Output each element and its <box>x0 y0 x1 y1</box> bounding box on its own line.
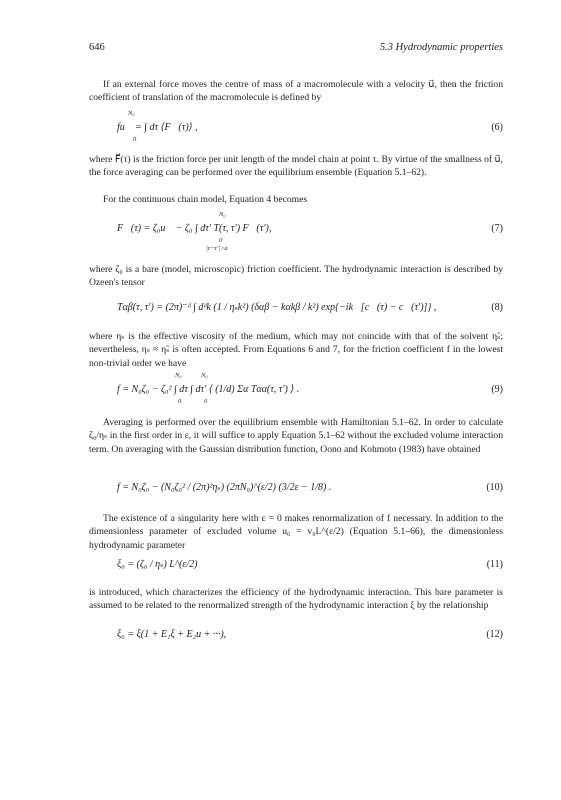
paragraph-1: If an external force moves the centre of mass of a macromolecule with a velocity u⃗, then the friction coefficient of translation of the macromolecule is defined by <box>89 79 503 104</box>
paragraph-2: where F⃗(τ) is the friction force per unit length of the model chain at point τ. By virtue of the smallness of u⃗, the force averaging can be performed over the equilibrium ensemble (Equation 5.1–62). <box>89 154 503 179</box>
eq6-upper-limit: N₀ <box>128 110 135 117</box>
eq10-formula: f = N₀ζ₀ − (N₀ζ₀² / (2π)²ηₛ) (2πN₀)^(ε/2) (3/2ε − 1/8) . <box>117 482 332 493</box>
paragraph-4: where ζ₀ is a bare (model, microscopic) friction coefficient. The hydrodynamic interaction is described by Ozeen's tensor <box>89 264 503 289</box>
equation-11 <box>89 559 503 575</box>
equation-12 <box>89 629 503 645</box>
paragraph-3: For the continuous chain model, Equation 4 becomes <box>103 194 308 205</box>
eq9-number: (9) <box>491 384 503 395</box>
equation-6 <box>89 110 503 143</box>
eq12-number: (12) <box>486 629 503 640</box>
eq6-formula: fu⃗ = ∫ dτ ⟨F⃗(τ)⟩ , <box>117 122 198 133</box>
equation-10 <box>89 482 503 498</box>
eq9-formula: f = N₀ζ₀ − ζ₀² ∫ dτ ∫ dτ′ ⟨ (1/d) Σα Tαα(τ, τ′) ⟩ . <box>117 384 300 395</box>
eq9-lower-limit-2: 0 <box>204 398 208 405</box>
eq6-lower-limit: 0 <box>133 136 137 143</box>
eq8-formula: Tαβ(τ, τ′) = (2π)⁻ᵈ ∫ dᵈk (1 / ηₛk²) (δαβ − kαkβ / k²) exp{−ik⃗[c⃗(τ) − c⃗(τ′)]} , <box>117 302 437 313</box>
eq8-number: (8) <box>491 302 503 313</box>
paragraph-5: where ηₛ is the effective viscosity of the medium, which may not coincide with that of the solvent η̃ₛ; nevertheless, ηₛ ≈ η̃ₛ is often accepted. From Equations 6 and 7, for the friction coefficient f in the lowest non-trivial order we have <box>89 331 503 369</box>
running-header: 5.3 Hydrodynamic properties <box>379 42 503 53</box>
equation-7 <box>89 211 503 252</box>
paragraph-8: is introduced, which characterizes the efficiency of the hydrodynamic interaction. This bare parameter is assumed to be related to the renormalized strength of the hydrodynamic interaction ξ by the relationship <box>89 587 503 612</box>
eq11-formula: ξ₀ = (ζ₀ / ηₛ) L^(ε/2) <box>117 559 198 570</box>
eq12-formula: ξ₀ = ξ(1 + E₁ξ + E₂u + ···), <box>117 629 227 640</box>
eq6-number: (6) <box>491 122 503 133</box>
page-number: 646 <box>89 42 105 53</box>
paragraph-7: The existence of a singularity here with ε = 0 makes renormalization of f necessary. In addition to the dimensionless parameter of excluded volume u₀ = v₀L^(ε/2) (Equation 5.1–66), the dimensionless hydrodynamic parameter <box>89 513 503 551</box>
eq9-upper-limit-2: N₀ <box>201 372 208 379</box>
equation-8 <box>89 302 503 318</box>
eq7-formula: F⃗(τ) = ζ₀u⃗ − ζ₀ ∫ dτ′ T(τ, τ′) F⃗(τ′), <box>117 223 272 234</box>
equation-9 <box>89 372 503 405</box>
eq7-upper-limit: N₀ <box>219 211 226 218</box>
eq7-number: (7) <box>491 223 503 234</box>
eq9-upper-limit-1: N₀ <box>175 372 182 379</box>
eq10-number: (10) <box>486 482 503 493</box>
eq9-lower-limit-1: 0 <box>178 398 182 405</box>
paragraph-6: Averaging is performed over the equilibrium ensemble with Hamiltonian 5.1–62. In order to calculate ζ₀/ηₛ in the first order in ε, it will suffice to apply Equation 5.1–62 without the excluded volume interaction term. On averaging with the Gaussian distribution function, Oono and Kohmoto (1983) have obtained <box>89 417 503 455</box>
eq11-number: (11) <box>486 559 503 570</box>
eq7-condition: |τ−τ′|>a <box>206 245 228 252</box>
eq7-lower-limit: 0 <box>219 237 223 244</box>
